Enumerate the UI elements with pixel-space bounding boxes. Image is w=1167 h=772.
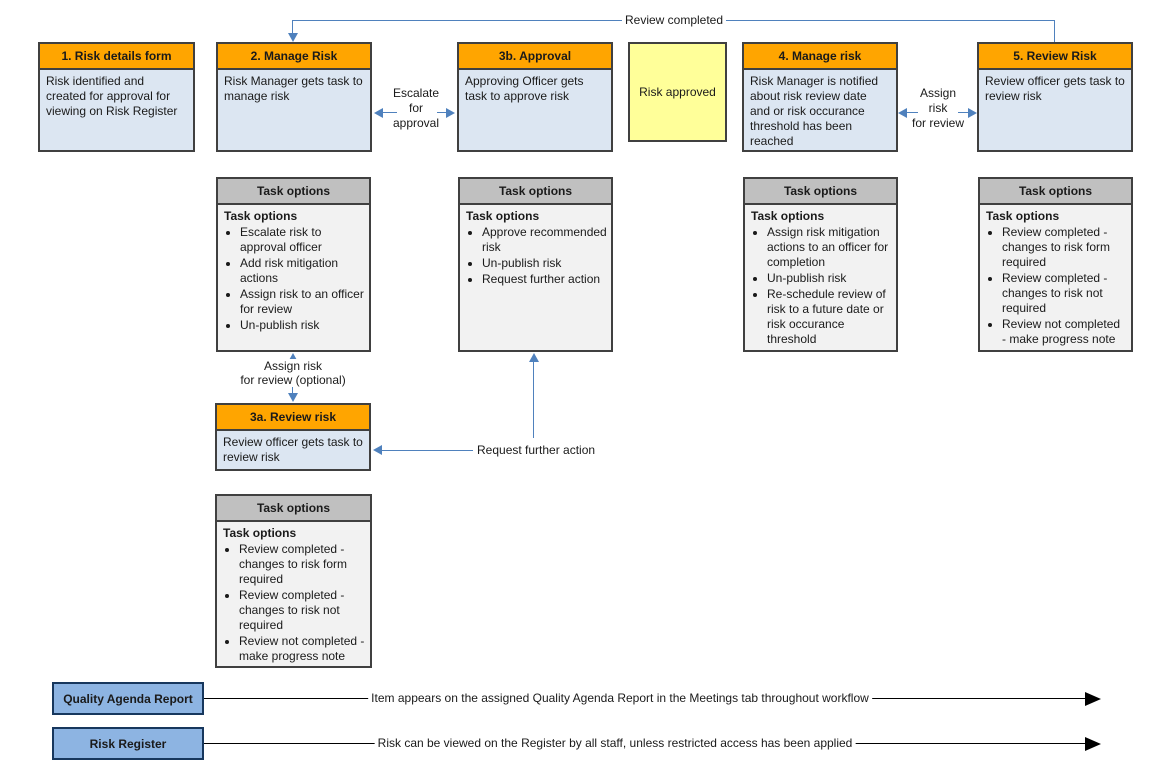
stage-box-title: 4. Manage risk (744, 44, 896, 70)
risk-register-label: Risk Register (89, 736, 167, 751)
stage-box-review-risk-3a (215, 403, 371, 471)
stage-box-title: 1. Risk details form (40, 44, 193, 70)
task-options-box-manage-risk-4 (743, 177, 898, 352)
task-options-list (751, 225, 892, 347)
task-option-item: • Review completed - changes to risk form required (1002, 225, 1127, 270)
task-options-header: Task options (217, 496, 370, 522)
task-option-item: • Request further action (482, 272, 607, 287)
arrowhead-left-icon (898, 108, 907, 118)
arrowhead-up-icon (529, 353, 539, 362)
arrowhead-right-icon (1085, 692, 1101, 706)
arrowhead-right-icon (968, 108, 977, 118)
task-options-heading: Task options (986, 209, 1060, 223)
stage-box-body: Approving Officer gets task to approve risk (465, 74, 584, 103)
task-options-header: Task options (460, 179, 611, 205)
task-options-box-review-risk-3a (215, 494, 372, 668)
request-further-action-label: Request further action (477, 443, 596, 457)
stage-box-body: Risk Manager gets task to manage risk (224, 74, 363, 103)
stage-box-risk-details-form (38, 42, 195, 152)
arrowhead-right-icon (1085, 737, 1101, 751)
stage-box-body: Risk Manager is notified about risk review date and or risk occurance threshold has been reached (750, 74, 879, 148)
task-option-item: • Add risk mitigation actions (240, 256, 365, 286)
arrowhead-left-icon (374, 108, 383, 118)
connector-review-completed-right-drop (1054, 20, 1055, 43)
task-options-box-manage-risk (216, 177, 371, 352)
risk-register-line-label: Risk can be viewed on the Register by all staff, unless restricted access has been applied (375, 736, 856, 750)
assign-risk-optional-label: Assign risk for review (optional) (240, 359, 346, 387)
task-options-list (223, 542, 366, 664)
quality-agenda-line-label: Item appears on the assigned Quality Agenda Report in the Meetings tab throughout workflow (368, 691, 872, 705)
task-options-header: Task options (745, 179, 896, 205)
risk-register-box (52, 727, 204, 760)
task-option-item: • Review not completed - make progress note (239, 634, 366, 664)
task-options-header: Task options (218, 179, 369, 205)
arrowhead-down-icon (288, 33, 298, 42)
task-option-item: • Escalate risk to approval officer (240, 225, 365, 255)
assign-risk-for-review-label: Assign risk for review (911, 86, 965, 130)
task-options-heading: Task options (751, 209, 825, 223)
task-options-heading: Task options (466, 209, 540, 223)
task-option-item: • Un-publish risk (240, 318, 365, 333)
task-option-item: • Assign risk to an officer for review (240, 287, 365, 317)
task-options-list (224, 225, 365, 333)
stage-box-manage-risk-4 (742, 42, 898, 152)
stage-box-title: 3b. Approval (459, 44, 611, 70)
arrowhead-down-icon (288, 393, 298, 402)
review-completed-label: Review completed (622, 13, 726, 27)
arrowhead-right-icon (446, 108, 455, 118)
task-options-header: Task options (980, 179, 1131, 205)
task-option-item: • Un-publish risk (767, 271, 892, 286)
risk-approved-note: Risk approved (628, 42, 727, 142)
stage-box-body: Risk identified and created for approval for viewing on Risk Register (46, 74, 178, 118)
connector-request-further-vertical (533, 361, 534, 438)
stage-box-title: 2. Manage Risk (218, 44, 370, 70)
task-option-item: • Review completed - changes to risk not required (1002, 271, 1127, 316)
quality-agenda-report-label: Quality Agenda Report (63, 691, 193, 706)
task-options-box-approval (458, 177, 613, 352)
task-option-item: • Re-schedule review of risk to a future date or risk occurance threshold (767, 287, 892, 347)
task-options-heading: Task options (224, 209, 298, 223)
task-option-item: • Un-publish risk (482, 256, 607, 271)
quality-agenda-report-box (52, 682, 204, 715)
stage-box-title: 5. Review Risk (979, 44, 1131, 70)
connector-request-further-horizontal (382, 450, 473, 451)
task-options-list (466, 225, 607, 287)
task-options-list (986, 225, 1127, 347)
stage-box-body: Review officer gets task to review risk (223, 435, 363, 464)
task-options-heading: Task options (223, 526, 297, 540)
task-options-box-review-risk-5 (978, 177, 1133, 352)
stage-box-manage-risk (216, 42, 372, 152)
stage-box-approval (457, 42, 613, 152)
stage-box-title: 3a. Review risk (217, 405, 369, 431)
escalate-for-approval-label: Escalate for approval (392, 86, 440, 130)
task-option-item: • Assign risk mitigation actions to an officer for completion (767, 225, 892, 270)
stage-box-body: Review officer gets task to review risk (985, 74, 1125, 103)
task-option-item: • Approve recommended risk (482, 225, 607, 255)
stage-box-review-risk-5 (977, 42, 1133, 152)
task-option-item: • Review completed - changes to risk form required (239, 542, 366, 587)
task-option-item: • Review completed - changes to risk not required (239, 588, 366, 633)
arrowhead-left-icon (373, 445, 382, 455)
task-option-item: • Review not completed - make progress note (1002, 317, 1127, 347)
